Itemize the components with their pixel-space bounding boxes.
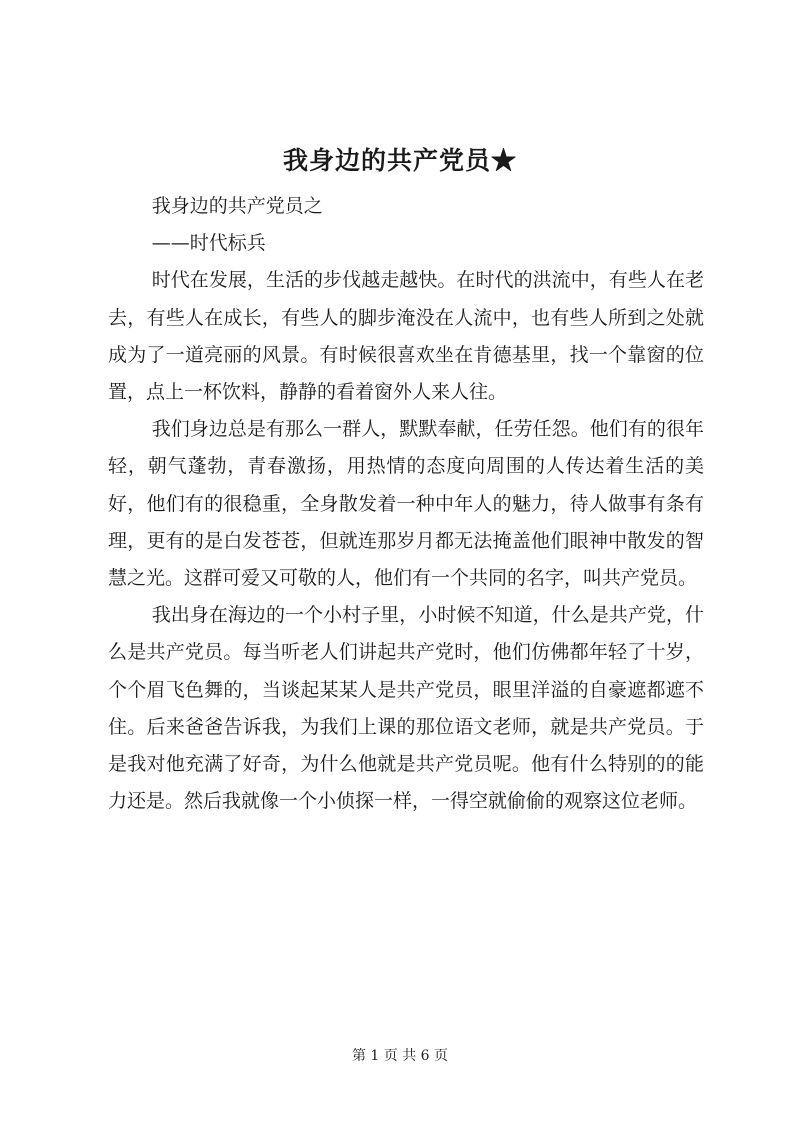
paragraph-1: 时代在发展，生活的步伐越走越快。在时代的洪流中，有些人在老去，有些人在成长，有些人的脚步淹没在人流中，也有些人所到之处就成为了一道亮丽的风景。有时候很喜欢坐在肯德基里，找一个靠窗的位置，点上一杯饮料，静静的看着窗外人来人往。 [108,269,704,404]
paragraph-2: 我们身边总是有那么一群人，默默奉献，任劳任怨。他们有的很年轻，朝气蓬勃，青春激扬，用热情的态度向周围的人传达着生活的美好，他们有的很稳重，全身散发着一种中年人的魅力，待人做事有条有理，更有的是白发苍苍，但就连那岁月都无法掩盖他们眼神中散发的智慧之光。这群可爱又可敬的人，他们有一个共同的名字，叫共产党员。 [108,418,704,590]
subtitle: 我身边的共产党员之 [151,195,323,217]
paragraph-3: 我出身在海边的一个小村子里，小时候不知道，什么是共产党，什么是共产党员。每当听老人们讲起共产党时，他们仿佛都年轻了十岁，个个眉飞色舞的，当谈起某某人是共产党员，眼里洋溢的自豪遮都遮不住。后来爸爸告诉我，为我们上课的那位语文老师，就是共产党员。于是我对他充满了好奇，为什么他就是共产党员呢。他有什么特别的的能力还是。然后我就像一个小侦探一样，一得空就偷偷的观察这位老师。 [108,604,704,813]
document-body [108,188,704,820]
subheading: ——时代标兵 [151,232,266,255]
page-title: 我身边的共产党员★ [282,146,517,175]
page-number-footer: 第 1 页 共 6 页 [351,1048,449,1064]
